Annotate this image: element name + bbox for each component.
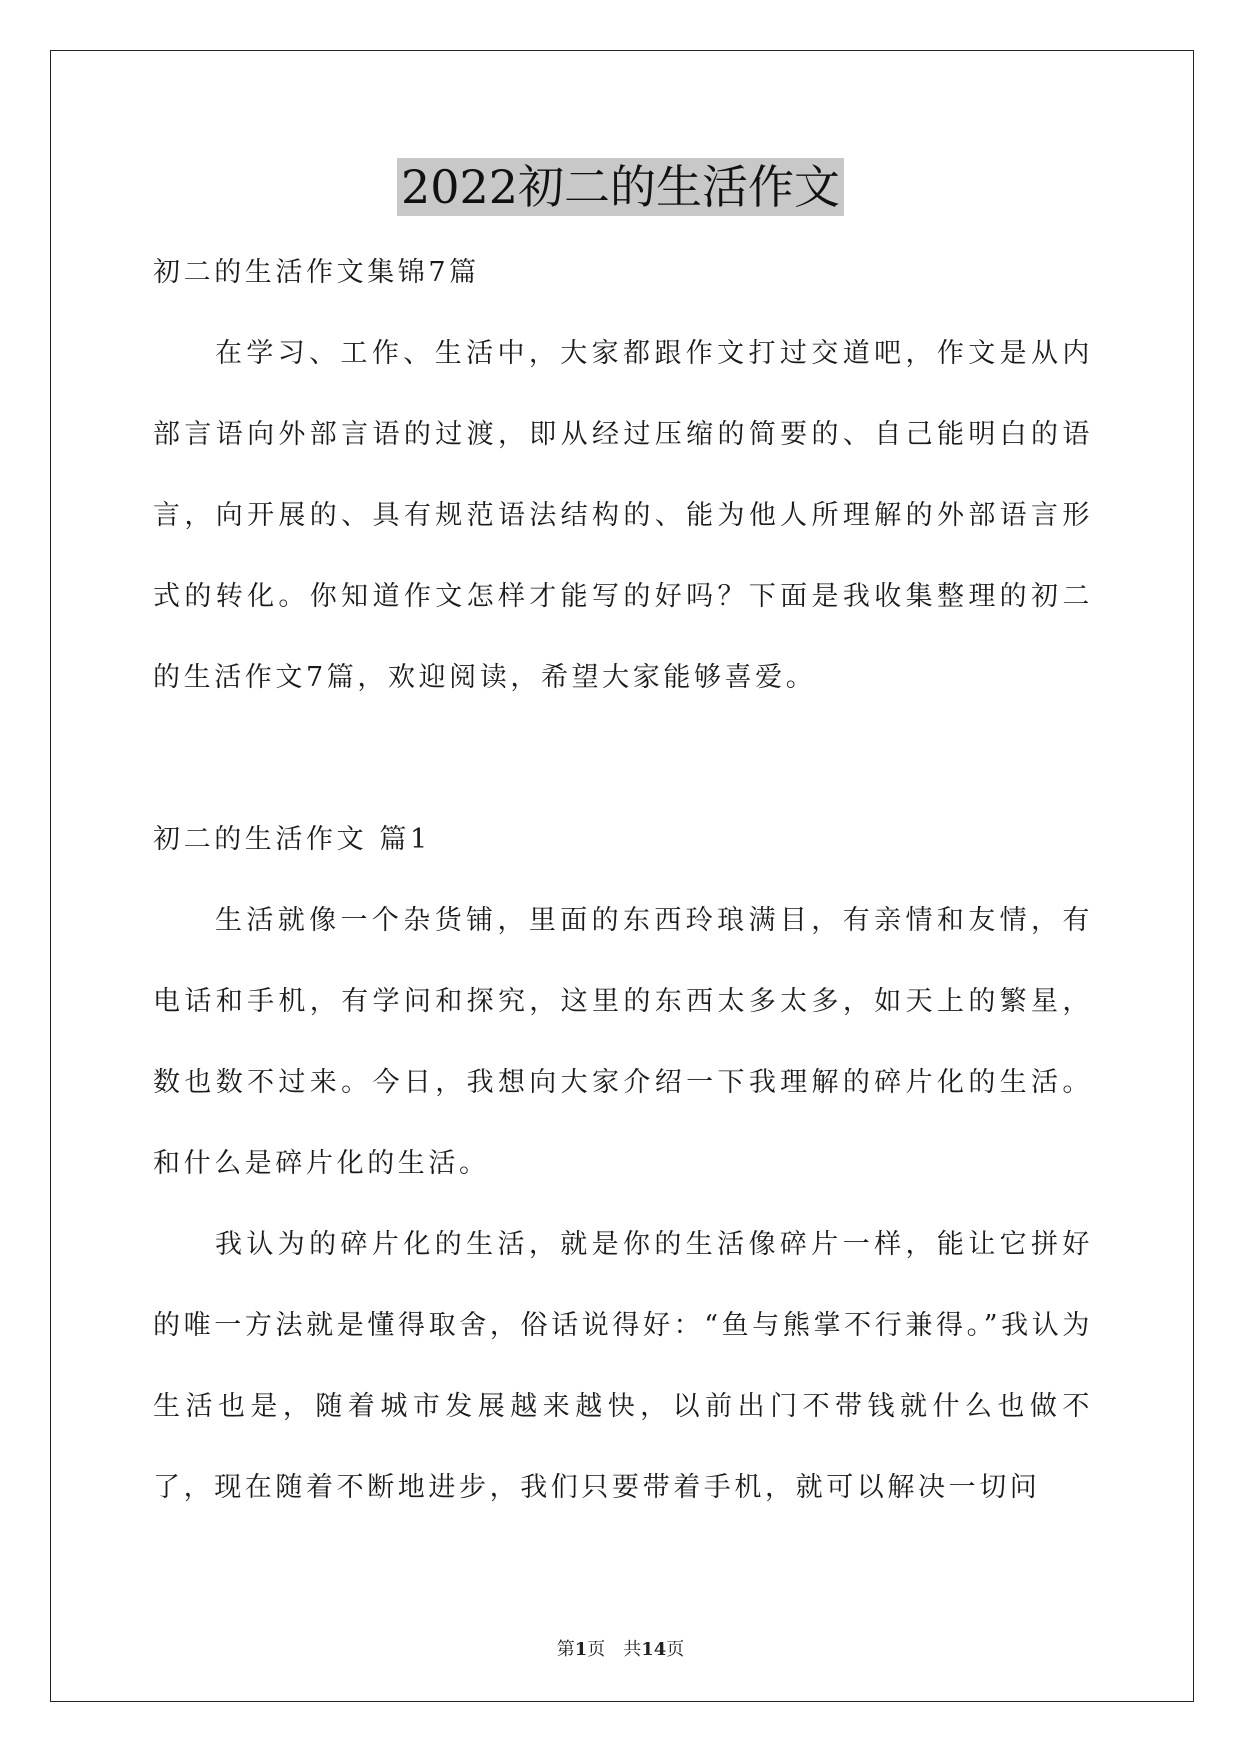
total-prefix: 共 xyxy=(623,1639,642,1660)
section-heading: 初二的生活作文 篇1 xyxy=(153,824,431,855)
document-body xyxy=(153,232,1093,1528)
body-paragraph: 我认为的碎片化的生活，就是你的生活像碎片一样，能让它拼好的唯一方法就是懂得取舍，俗话说得好：“鱼与熊掌不行兼得。”我认为生活也是，随着城市发展越来越快，以前出门不带钱就什么也做不了，现在随着不断地进步，我们只要带着手机，就可以解决一切问 xyxy=(153,1229,1093,1503)
page-number: 1 xyxy=(574,1639,588,1660)
body-paragraph: 生活就像一个杂货铺，里面的东西玲琅满目，有亲情和友情，有电话和手机，有学问和探究，这里的东西太多太多，如天上的繁星，数也数不过来。今日，我想向大家介绍一下我理解的碎片化的生活。和什么是碎片化的生活。 xyxy=(153,905,1093,1179)
page-footer xyxy=(0,1635,1241,1661)
document-subtitle: 初二的生活作文集锦7篇 xyxy=(153,257,480,288)
page-prefix: 第 xyxy=(556,1639,575,1660)
page-suffix: 页 xyxy=(587,1639,606,1660)
title-container xyxy=(0,158,1241,216)
total-pages: 14 xyxy=(641,1639,667,1660)
section-spacer xyxy=(153,718,1093,799)
intro-paragraph: 在学习、工作、生活中，大家都跟作文打过交道吧，作文是从内部言语向外部言语的过渡，即从经过压缩的简要的、自己能明白的语言，向开展的、具有规范语法结构的、能为他人所理解的外部语言形式的转化。你知道作文怎样才能写的好吗？下面是我收集整理的初二的生活作文7篇，欢迎阅读，希望大家能够喜爱。 xyxy=(153,338,1093,693)
total-suffix: 页 xyxy=(666,1639,685,1660)
document-title: 2022初二的生活作文 xyxy=(397,158,844,216)
